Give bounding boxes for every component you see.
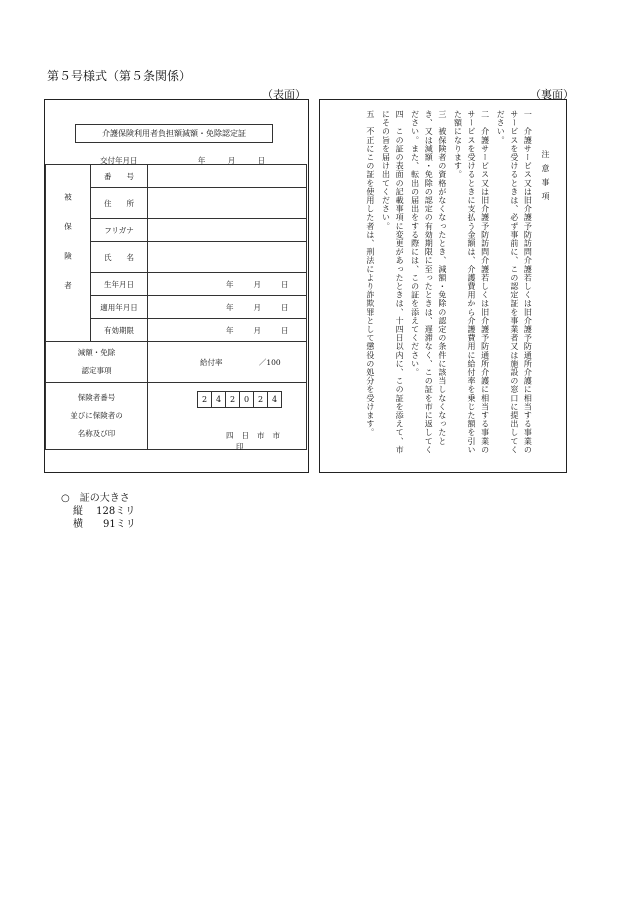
validity-value[interactable]: [148, 319, 307, 342]
insurer-label-1: 保険者番号: [77, 393, 116, 402]
insurer-name: 四日市市: [226, 431, 288, 440]
note-item: 五 不正にこの証を使用した者は、刑法により詐欺罪として懲役の処分を受けます。: [365, 110, 375, 437]
insurer-digit: 0: [239, 391, 254, 408]
insured-side-label: 被保険者: [63, 193, 73, 311]
address-label: 住 所: [91, 188, 148, 219]
benefit-rate-cell[interactable]: [148, 342, 307, 383]
size-note-width: 横 91ミリ: [73, 519, 136, 530]
issue-day: 日: [257, 156, 266, 165]
reduction-label-1: 減額・免除: [77, 348, 116, 357]
issue-date-label: 交付年月日: [100, 156, 138, 165]
insurer-number-boxes: [198, 391, 282, 408]
notes-heading: 注意事項: [541, 150, 550, 206]
birth-value[interactable]: [148, 273, 307, 296]
address-value[interactable]: [148, 188, 307, 219]
birth-day: 日: [281, 279, 289, 289]
name-label: 氏 名: [91, 242, 148, 273]
insurer-label-2: 並びに保険者の: [70, 411, 123, 420]
validity-month: 月: [253, 325, 261, 335]
applicable-label: 適用年月日: [91, 296, 148, 319]
reduction-label-cell: [46, 342, 148, 383]
certificate-title: 介護保険利用者負担額減額・免除認定証: [75, 124, 273, 143]
validity-year: 年: [226, 325, 234, 335]
front-card: [44, 99, 309, 473]
benefit-rate-label: 給付率: [200, 357, 223, 367]
birth-year: 年: [226, 279, 234, 289]
form-title: 第５号様式（第５条関係）: [47, 69, 192, 83]
name-value[interactable]: [148, 242, 307, 273]
size-note: [61, 492, 136, 531]
note-item: 二 介護サービス又は旧介護予防訪問介護若しくは旧介護予防通所介護に相当する事業のサービスを受けるときに支払う金額は、介護費用から介護費用に給付率を乗じた額を引いた額になります。: [453, 110, 490, 454]
note-item: 三 被保険者の資格がなくなったとき、減額・免除の認定の条件に該当しなくなったとき、又は減額・免除の認定の有効期限に至ったときは、遅滞なく、この証を市に返してください。また、転出の届出をする際には、この証を添えてください。: [410, 110, 447, 454]
issue-month: 月: [227, 156, 236, 165]
notes-block: [361, 110, 552, 460]
insurer-cell: [148, 383, 307, 450]
insurer-digit: 2: [197, 391, 212, 408]
insurer-digit: 2: [225, 391, 240, 408]
furigana-value[interactable]: [148, 219, 307, 242]
insurer-digit: 2: [253, 391, 268, 408]
size-note-height: 縦 128ミリ: [73, 506, 136, 517]
issue-year: 年: [197, 156, 206, 165]
insurer-label-3: 名称及び印: [77, 429, 116, 438]
insurer-digit: 4: [211, 391, 226, 408]
applicable-year: 年: [226, 302, 234, 312]
back-card: [319, 99, 567, 473]
size-note-title: ○ 証の大きさ: [61, 493, 130, 504]
number-value[interactable]: [148, 165, 307, 188]
birth-month: 月: [253, 279, 261, 289]
validity-day: 日: [281, 325, 289, 335]
note-item: 一 介護サービス又は旧介護予防訪問介護若しくは旧介護予防通所介護に相当する事業のサービスを受けるときは、必ず事前に、この認定証を事業者又は施設の窓口に提出してください。: [496, 110, 533, 454]
insurer-digit: 4: [267, 391, 282, 408]
insurer-label-cell: [46, 383, 148, 450]
applicable-day: 日: [281, 302, 289, 312]
back-side-label: （裏面）: [530, 88, 574, 101]
seal-mark: 印: [236, 442, 244, 451]
number-label: 番 号: [91, 165, 148, 188]
applicable-value[interactable]: [148, 296, 307, 319]
furigana-label: フリガナ: [91, 219, 148, 242]
benefit-rate-value: ／100: [258, 357, 281, 367]
validity-label: 有効期限: [91, 319, 148, 342]
insured-table: [45, 164, 307, 450]
note-item: 四 この証の表面の記載事項に変更があったときは、十四日以内に、この証を添えて、市にその旨を届け出てください。: [381, 110, 405, 454]
birth-label: 生年月日: [91, 273, 148, 296]
applicable-month: 月: [253, 302, 261, 312]
insured-side-cell: [46, 165, 91, 342]
reduction-label-2: 認定事項: [81, 366, 112, 375]
front-side-label: （表面）: [262, 88, 306, 101]
